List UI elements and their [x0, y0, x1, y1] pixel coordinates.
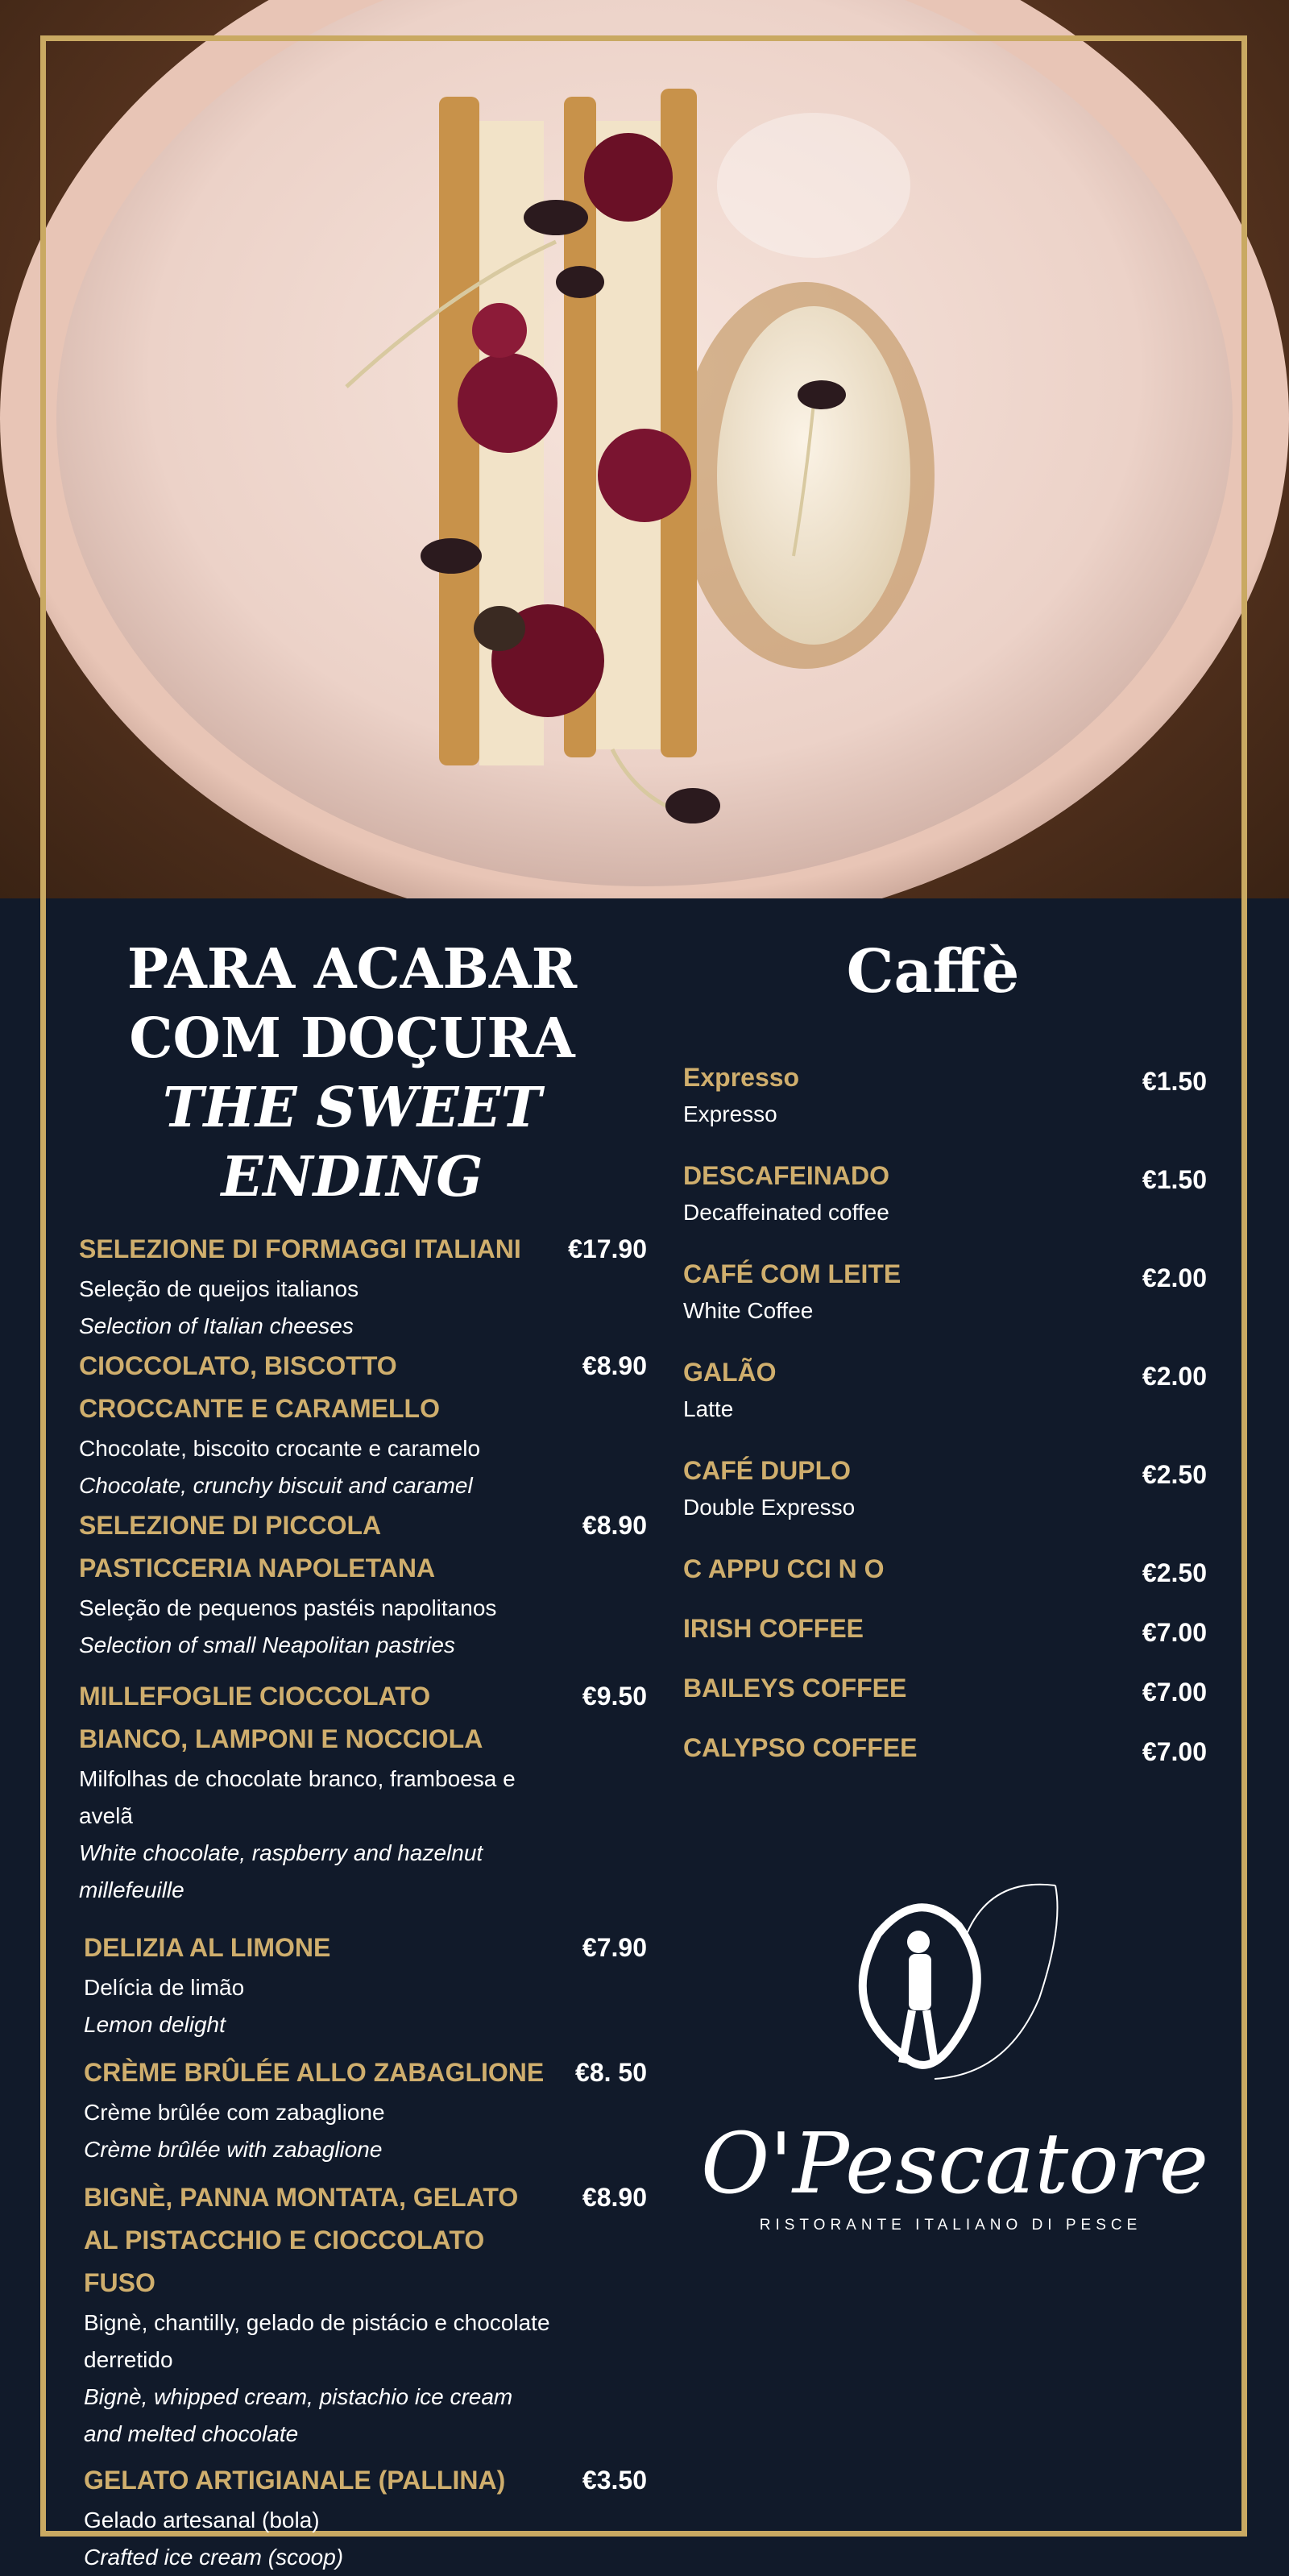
heading-line-3: THE SWEET ENDING [162, 1076, 542, 1209]
dessert-description-en: Selection of small Neapolitan pastries [79, 1632, 455, 1657]
dessert-description-en: Crafted ice cream (scoop) [84, 2545, 344, 2570]
dessert-price: €3.50 [582, 2466, 647, 2495]
dessert-name: SELEZIONE DI PICCOLA PASTICCERIA NAPOLETANA [79, 1511, 436, 1583]
dessert-description-pt: Gelado artesanal (bola) [84, 2508, 320, 2532]
dessert-name: BIGNÈ, PANNA MONTATA, GELATO AL PISTACCHIO E CIOCCOLATO FUSO [84, 2183, 519, 2297]
dessert-name: CIOCCOLATO, BISCOTTO CROCCANTE E CARAMELLO [79, 1351, 440, 1423]
dessert-price: €8. 50 [575, 2058, 647, 2087]
coffee-item [683, 1728, 1207, 1768]
dessert-description-pt: Milfolhas de chocolate branco, framboesa e avelã [79, 1766, 516, 1828]
coffee-description: Decaffeinated coffee [683, 1200, 889, 1225]
coffee-name: DESCAFEINADO [683, 1161, 890, 1190]
coffee-item [683, 1254, 1207, 1328]
coffee-price: €1.50 [1142, 1067, 1207, 1096]
coffee-description: Double Expresso [683, 1495, 856, 1520]
dessert-description-pt: Chocolate, biscoito crocante e caramelo [79, 1436, 481, 1461]
coffee-price: €2.50 [1142, 1460, 1207, 1489]
dessert-description-pt: Delícia de limão [84, 1975, 245, 2000]
coffee-price: €2.00 [1142, 1263, 1207, 1292]
dessert-item [79, 1228, 647, 1345]
coffee-price: €7.00 [1142, 1678, 1207, 1707]
dessert-item [79, 1504, 647, 1664]
dessert-description-en: Crème brûlée with zabaglione [84, 2137, 383, 2162]
dessert-price: €8.90 [582, 1351, 647, 1380]
coffee-name: GALÃO [683, 1358, 777, 1387]
coffee-name: C APPU CCI N O [683, 1554, 885, 1583]
coffee-column [683, 935, 1207, 1787]
dessert-description-en: Chocolate, crunchy biscuit and caramel [79, 1473, 473, 1498]
dessert-name: MILLEFOGLIE CIOCCOLATO BIANCO, LAMPONI E NOCCIOLA [79, 1682, 483, 1753]
dessert-item [84, 1927, 647, 2043]
dessert-item [79, 1675, 647, 1909]
coffee-name: CALYPSO COFFEE [683, 1733, 918, 1762]
coffee-name: BAILEYS COFFEE [683, 1674, 907, 1703]
dessert-description-en: Selection of Italian cheeses [79, 1313, 354, 1338]
heading-line-2: COM DOÇURA [129, 1006, 575, 1071]
dessert-price: €9.50 [582, 1682, 647, 1711]
coffee-heading: Caffè [846, 937, 1020, 1006]
coffee-item [683, 1608, 1207, 1649]
dessert-item [84, 2176, 647, 2453]
coffee-name: Expresso [683, 1063, 800, 1092]
desserts-heading [74, 935, 630, 1212]
desserts-list [79, 1228, 647, 2576]
coffee-item [683, 1057, 1207, 1131]
coffee-price: €2.50 [1142, 1558, 1207, 1587]
restaurant-tagline: RISTORANTE ITALIANO DI PESCE [759, 2217, 1142, 2234]
coffee-item [683, 1155, 1207, 1230]
coffee-price: €7.00 [1142, 1737, 1207, 1766]
dessert-name: CRÈME BRÛLÉE ALLO ZABAGLIONE [84, 2058, 545, 2087]
dessert-photo [0, 0, 1289, 898]
coffee-name: CAFÉ DUPLO [683, 1456, 851, 1485]
dessert-name: GELATO ARTIGIANALE (PALLINA) [84, 2466, 506, 2495]
coffee-price: €2.00 [1142, 1362, 1207, 1391]
coffee-item [683, 1668, 1207, 1708]
coffee-list [683, 1057, 1207, 1768]
coffee-item [683, 1352, 1207, 1426]
dessert-description-pt: Bignè, chantilly, gelado de pistácio e chocolate derretido [84, 2310, 550, 2372]
fisherman-logo-icon [822, 1877, 1080, 2095]
dessert-price: €7.90 [582, 1933, 647, 1962]
restaurant-name: O'Pescatore [701, 2114, 1208, 2213]
dessert-description-pt: Crème brûlée com zabaglione [84, 2100, 385, 2125]
dessert-item [84, 2459, 647, 2576]
dessert-description-en: White chocolate, raspberry and hazelnut millefeuille [79, 1840, 483, 1902]
heading-line-1: PARA ACABAR [126, 937, 578, 1002]
coffee-name: IRISH COFFEE [683, 1614, 864, 1643]
coffee-description: Latte [683, 1396, 734, 1421]
coffee-item [683, 1549, 1207, 1589]
dessert-item [84, 2051, 647, 2168]
coffee-price: €1.50 [1142, 1165, 1207, 1194]
coffee-name: CAFÉ COM LEITE [683, 1259, 901, 1288]
coffee-item [683, 1450, 1207, 1524]
dessert-item [79, 1345, 647, 1504]
dessert-description-en: Lemon delight [84, 2012, 226, 2037]
dessert-description-pt: Seleção de pequenos pastéis napolitanos [79, 1595, 497, 1620]
coffee-description: White Coffee [683, 1298, 814, 1323]
coffee-description: Expresso [683, 1101, 777, 1126]
dessert-name: SELEZIONE DI FORMAGGI ITALIANI [79, 1234, 521, 1263]
restaurant-logo [701, 1877, 1208, 2234]
dessert-price: €17.90 [568, 1234, 647, 1263]
dessert-name: DELIZIA AL LIMONE [84, 1933, 331, 1962]
dessert-description-pt: Seleção de queijos italianos [79, 1276, 359, 1301]
desserts-column [79, 935, 647, 2576]
coffee-price: €7.00 [1142, 1618, 1207, 1647]
dessert-description-en: Bignè, whipped cream, pistachio ice cream and melted chocolate [84, 2384, 513, 2446]
dessert-price: €8.90 [582, 1511, 647, 1540]
dessert-price: €8.90 [582, 2183, 647, 2212]
